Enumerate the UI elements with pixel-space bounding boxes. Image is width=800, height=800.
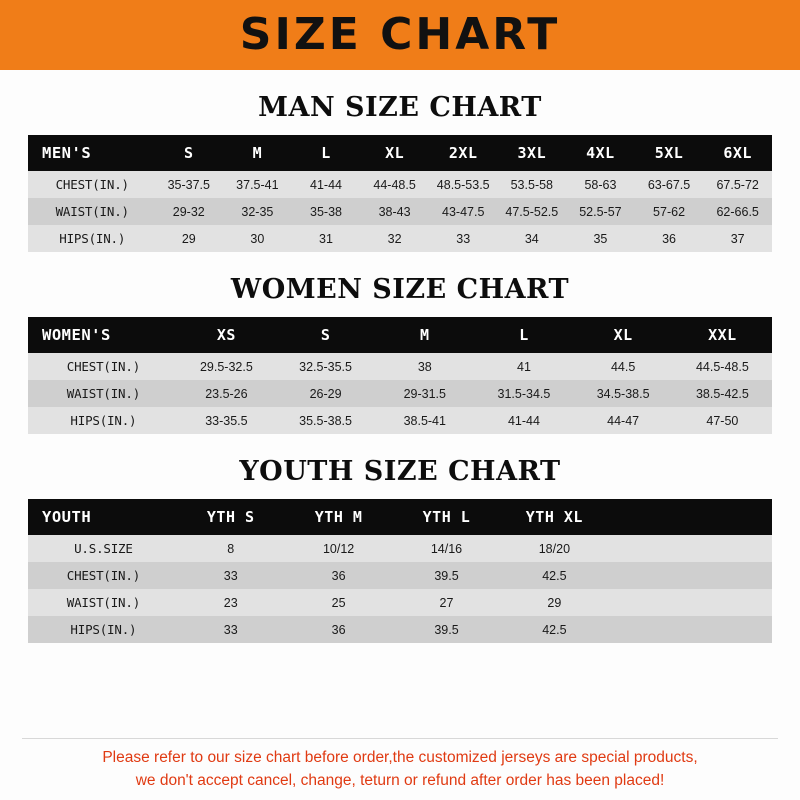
cell: 43-47.5 bbox=[442, 204, 485, 219]
table-row bbox=[28, 198, 772, 225]
cell: 37.5-41 bbox=[236, 177, 279, 192]
column-header: YTH XL bbox=[525, 508, 583, 526]
row-label: WAIST(IN.) bbox=[66, 386, 141, 401]
cell: 31.5-34.5 bbox=[497, 386, 551, 401]
column-header: 3XL bbox=[517, 144, 547, 162]
cell: 18/20 bbox=[538, 541, 571, 556]
table-row bbox=[28, 616, 772, 643]
cell: 57-62 bbox=[653, 204, 686, 219]
table-row bbox=[28, 407, 772, 434]
youth-size-table bbox=[28, 499, 772, 643]
column-header: L bbox=[321, 144, 331, 162]
row-label: HIPS(IN.) bbox=[70, 413, 137, 428]
cell: 35-37.5 bbox=[167, 177, 210, 192]
column-header: 5XL bbox=[654, 144, 684, 162]
cell: 23 bbox=[223, 595, 238, 610]
column-header: S bbox=[184, 144, 194, 162]
cell: 35 bbox=[593, 231, 608, 246]
cell: 35.5-38.5 bbox=[299, 413, 352, 428]
cell: 41 bbox=[517, 359, 531, 374]
cell: 14/16 bbox=[430, 541, 463, 556]
section-title-youth: YOUTH SIZE CHART bbox=[239, 456, 561, 487]
column-header: YTH S bbox=[206, 508, 255, 526]
column-header: S bbox=[320, 326, 331, 344]
table-header-row bbox=[28, 317, 772, 353]
section-women bbox=[0, 274, 800, 434]
row-label: HIPS(IN.) bbox=[70, 622, 137, 637]
men-size-table bbox=[28, 135, 772, 252]
cell: 30 bbox=[250, 231, 265, 246]
cell: 63-67.5 bbox=[647, 177, 691, 192]
cell: 38 bbox=[417, 359, 432, 374]
table-row bbox=[28, 535, 772, 562]
column-header: 4XL bbox=[586, 144, 615, 162]
column-header: YTH L bbox=[422, 508, 471, 526]
row-label: WAIST(IN.) bbox=[55, 204, 129, 219]
table-row bbox=[28, 353, 772, 380]
cell: 44.5 bbox=[610, 359, 636, 374]
cell: 44-48.5 bbox=[373, 177, 416, 192]
cell: 8 bbox=[227, 541, 235, 556]
column-header: XL bbox=[613, 326, 633, 344]
column-header: 6XL bbox=[723, 144, 752, 162]
cell: 42.5 bbox=[542, 622, 567, 637]
cell: 62-66.5 bbox=[716, 204, 759, 219]
cell: 29-32 bbox=[172, 204, 205, 219]
cell: 26-29 bbox=[309, 386, 342, 401]
cell-empty bbox=[608, 589, 772, 616]
table-row bbox=[28, 380, 772, 407]
cell: 47-50 bbox=[706, 413, 739, 428]
cell: 39.5 bbox=[434, 568, 459, 583]
cell: 41-44 bbox=[310, 177, 342, 192]
table-row bbox=[28, 225, 772, 252]
row-label-header: YOUTH bbox=[42, 508, 92, 526]
cell: 35-38 bbox=[310, 204, 342, 219]
section-title-men: MAN SIZE CHART bbox=[258, 92, 542, 123]
cell: 29.5-32.5 bbox=[199, 359, 253, 374]
table-header-row bbox=[28, 135, 772, 171]
cell: 33-35.5 bbox=[205, 413, 248, 428]
cell: 36 bbox=[662, 231, 676, 246]
column-header: YTH M bbox=[314, 508, 363, 526]
row-label: WAIST(IN.) bbox=[66, 595, 141, 610]
column-header: 2XL bbox=[448, 144, 478, 162]
cell: 25 bbox=[331, 595, 346, 610]
cell: 33 bbox=[223, 622, 238, 637]
cell: 58-63 bbox=[584, 177, 617, 192]
row-label: U.S.SIZE bbox=[74, 541, 133, 556]
cell: 44-47 bbox=[607, 413, 640, 428]
table-header-row bbox=[28, 499, 772, 535]
cell: 42.5 bbox=[542, 568, 567, 583]
cell: 32.5-35.5 bbox=[299, 359, 352, 374]
cell-empty bbox=[608, 616, 772, 643]
footer-note bbox=[0, 738, 800, 792]
column-header: XXL bbox=[708, 326, 737, 344]
cell: 52.5-57 bbox=[579, 204, 622, 219]
cell: 39.5 bbox=[434, 622, 459, 637]
row-label-header: MEN'S bbox=[42, 144, 92, 162]
table-row bbox=[28, 562, 772, 589]
section-youth bbox=[0, 456, 800, 643]
row-label-header: WOMEN'S bbox=[42, 326, 111, 344]
cell: 36 bbox=[331, 622, 346, 637]
page-title: SIZE CHART bbox=[239, 9, 561, 60]
cell: 34.5-38.5 bbox=[596, 386, 650, 401]
table-row bbox=[28, 171, 772, 198]
cell: 32-35 bbox=[241, 204, 274, 219]
cell: 37 bbox=[730, 231, 745, 246]
column-header: L bbox=[519, 326, 529, 344]
cell: 53.5-58 bbox=[510, 177, 554, 192]
column-header: M bbox=[252, 144, 263, 162]
section-title-women: WOMEN SIZE CHART bbox=[230, 274, 570, 305]
cell: 33 bbox=[456, 231, 471, 246]
cell: 38.5-41 bbox=[403, 413, 446, 428]
cell: 29 bbox=[181, 231, 196, 246]
banner bbox=[0, 0, 800, 70]
cell: 32 bbox=[387, 231, 402, 246]
note-line-2: we don't accept cancel, change, teturn or refund after order has been placed! bbox=[135, 771, 665, 789]
cell: 29-31.5 bbox=[403, 386, 446, 401]
cell: 41-44 bbox=[507, 413, 540, 428]
section-men bbox=[0, 92, 800, 252]
cell: 38-43 bbox=[378, 204, 411, 219]
women-size-table bbox=[28, 317, 772, 434]
row-label: CHEST(IN.) bbox=[55, 177, 129, 192]
row-label: CHEST(IN.) bbox=[66, 568, 141, 583]
cell: 38.5-42.5 bbox=[695, 386, 749, 401]
column-header: XL bbox=[385, 144, 405, 162]
cell: 48.5-53.5 bbox=[436, 177, 490, 192]
cell: 10/12 bbox=[322, 541, 355, 556]
cell: 67.5-72 bbox=[716, 177, 759, 192]
cell: 44.5-48.5 bbox=[695, 359, 749, 374]
cell-empty bbox=[608, 535, 772, 562]
cell: 27 bbox=[439, 595, 454, 610]
cell: 47.5-52.5 bbox=[505, 204, 559, 219]
row-label: HIPS(IN.) bbox=[59, 231, 126, 246]
cell: 33 bbox=[223, 568, 238, 583]
cell: 31 bbox=[319, 231, 333, 246]
cell: 36 bbox=[331, 568, 346, 583]
column-header: M bbox=[420, 326, 430, 344]
cell: 23.5-26 bbox=[205, 386, 248, 401]
cell: 34 bbox=[524, 231, 539, 246]
column-header: XS bbox=[216, 326, 236, 344]
column-header-empty bbox=[608, 499, 772, 535]
row-label: CHEST(IN.) bbox=[66, 359, 141, 374]
cell-empty bbox=[608, 562, 772, 589]
note-line-1: Please refer to our size chart before order,the customized jerseys are special products, bbox=[102, 749, 698, 767]
cell: 29 bbox=[547, 595, 562, 610]
divider bbox=[22, 738, 778, 739]
table-row bbox=[28, 589, 772, 616]
